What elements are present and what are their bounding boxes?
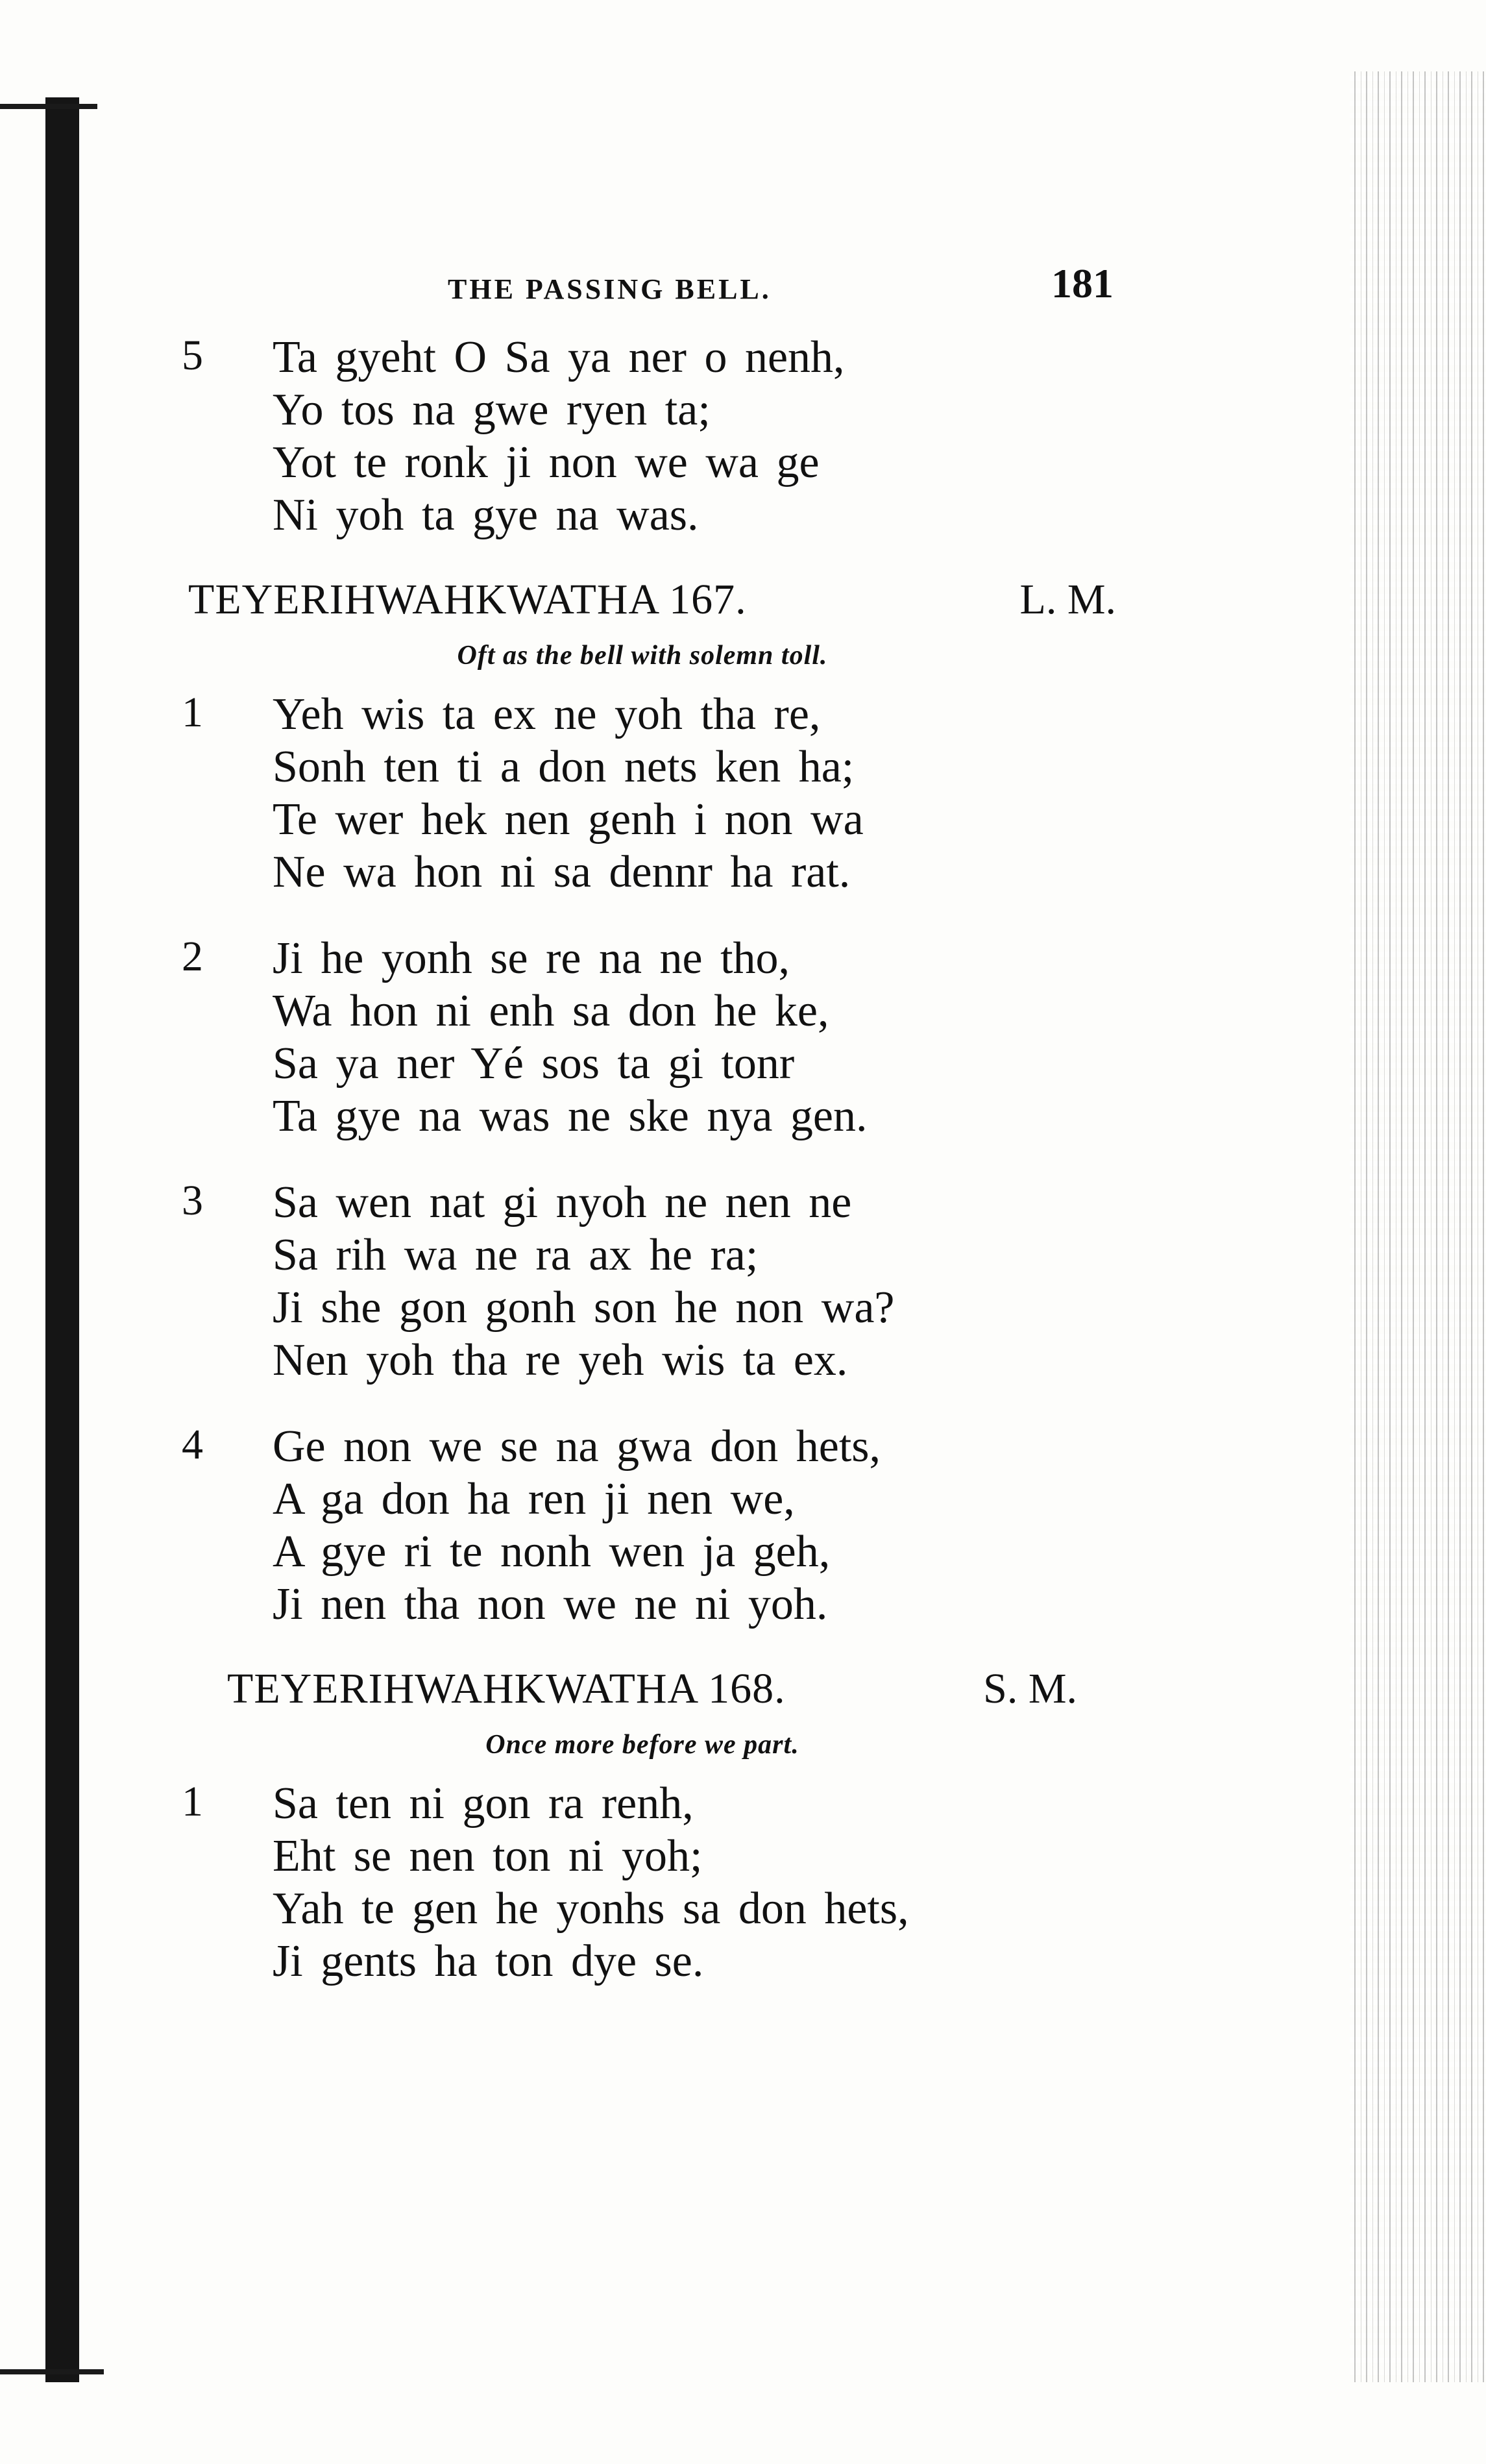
stanza-number: 2 [182,933,203,980]
verse-line: Sa wen nat gi nyoh ne nen ne [273,1177,852,1227]
verse-line: Te wer hek nen genh i non wa [273,795,864,844]
stanza [182,932,1129,1142]
verse-line: Sa rih wa ne ra ax he ra; [273,1230,759,1280]
verse-line: Wa hon ni enh sa don he ke, [273,986,829,1036]
hymn-heading [182,1664,1129,1729]
stanza-number: 1 [182,689,203,736]
stanza-lines [273,331,1129,541]
verse-line: Ji nen tha non we ne ni yoh. [273,1579,828,1629]
verse-line: Sonh ten ti a don nets ken ha; [273,742,855,792]
hymn-meter: S. M. [983,1665,1077,1712]
verse-line: Yot te ronk ji non we wa ge [273,437,820,487]
verse-line: Ge non we se na gwa don hets, [273,1422,881,1472]
running-header [182,260,1129,331]
stanza-lines [273,688,1129,898]
stanza [182,1777,1129,1988]
hymn-english-first-line: Oft as the bell with solemn toll. [457,641,828,671]
verse-line: Yo tos na gwe ryen ta; [273,385,711,435]
hymn-167 [182,575,1129,1631]
verse-line: Yeh wis ta ex ne yoh tha re, [273,689,821,739]
hymn-heading [182,575,1129,640]
running-title: THE PASSING BELL. [448,273,772,305]
hymn-168 [182,1664,1129,1988]
stanza-lines [273,1420,1129,1631]
verse-line: Sa ten ni gon ra renh, [273,1779,694,1829]
verse-line: Sa ya ner Yé sos ta gi tonr [273,1039,795,1089]
stanza [182,688,1129,898]
verse-line: A gye ri te nonh wen ja geh, [273,1527,831,1577]
stanza-number: 3 [182,1177,203,1224]
verse-line: A ga don ha ren ji nen we, [273,1474,795,1524]
verse-line: Ji gents ha ton dye se. [273,1936,704,1986]
stanza-number: 4 [182,1421,203,1468]
verse-line: Ta gyeht O Sa ya ner o nenh, [273,332,845,382]
stanza-number: 5 [182,332,203,379]
verse-line: Ji she gon gonh son he non wa? [273,1283,895,1333]
stanza [182,1176,1129,1386]
stanza-lines [273,932,1129,1142]
hymn-title: TEYERIHWAHKWATHA 167. [188,576,747,623]
book-spine [45,97,79,2382]
verse-line: Nen yoh tha re yeh wis ta ex. [273,1335,848,1385]
verse-line: Eht se nen ton ni yoh; [273,1831,703,1881]
verse-line: Ta gye na was ne ske nya gen. [273,1091,868,1141]
stanza-lines [273,1777,1129,1988]
spine-bottom-edge [0,2369,104,2374]
stanza [182,1420,1129,1631]
stanza-lines [273,1176,1129,1386]
verse-line: Ni yoh ta gye na was. [273,490,699,540]
hymn-meter: L. M. [1019,576,1116,623]
hymn-english-first-line: Once more before we part. [485,1730,799,1760]
text-block [182,260,1129,2021]
verse-line: Ne wa hon ni sa dennr ha rat. [273,847,851,897]
verse-line: Yah te gen he yonhs sa don hets, [273,1884,909,1934]
verse-line: Ji he yonh se re na ne tho, [273,933,790,983]
page-stack-edge [1350,71,1486,2382]
stanza-number: 1 [182,1778,203,1825]
stanza [182,331,1129,541]
spine-top-edge [0,104,97,109]
hymn-title: TEYERIHWAHKWATHA 168. [227,1665,786,1712]
page-number: 181 [1051,260,1114,306]
